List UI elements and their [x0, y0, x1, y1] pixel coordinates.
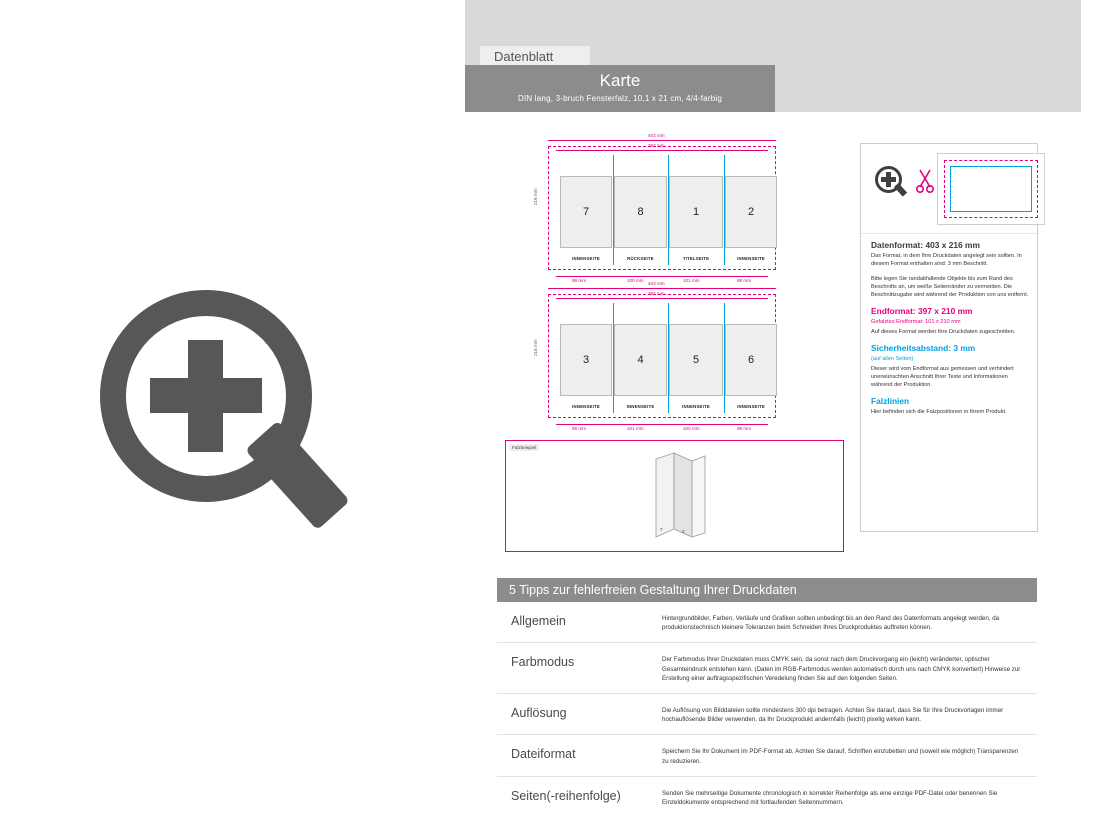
panel-3-number: 3: [582, 354, 590, 366]
top-outer-width-label: 403 mm: [648, 133, 665, 138]
tips-table: [497, 602, 1037, 817]
panel-6-number: 6: [747, 354, 755, 366]
title-bar: [465, 65, 775, 112]
info-block-endformat: [871, 306, 1029, 336]
info-text-falzlinien: Hier befinden sich die Falzpositionen in Ihrem Produkt.: [871, 409, 1007, 415]
info-heading-endformat: Endformat: 397 x 210 mm: [871, 306, 973, 316]
fold-example-mark-2: 2: [682, 529, 685, 534]
panel-6-label: INNENSEITE: [737, 404, 765, 409]
panel-6-width: 98 mm: [737, 426, 752, 431]
panel-2-number: 2: [747, 206, 755, 218]
scissors-icon: [915, 168, 935, 194]
bottom-outer-height-label: 216 mm: [533, 339, 538, 356]
tip-key-allgemein: Allgemein: [511, 614, 566, 628]
panel-5-width: 100 mm: [683, 426, 700, 431]
table-row: [497, 643, 1037, 694]
panel-1-width: 101 mm: [683, 278, 700, 283]
info-heading-sicherheitsabstand: Sicherheitsabstand: 3 mm: [871, 343, 976, 353]
panel-5-number: 5: [692, 354, 700, 366]
magnifier-plus-icon: [100, 290, 370, 560]
info-heading-datenformat: Datenformat: 403 x 216 mm: [871, 240, 980, 250]
bottom-outer-dim-line: [548, 288, 776, 289]
info-panel-header: [861, 144, 1037, 234]
panel-4-number: 4: [637, 354, 644, 366]
info-text-datenformat-2: Bitte legen Sie randabfallende Objekte bis zum Rand des Beschnitts an, um weiße Seitenränder zu vermeiden. Die Beschnittzugabe wird während der Produktion von uns entfernt.: [871, 276, 1029, 298]
datenblatt-tab: Datenblatt: [480, 46, 590, 68]
tip-key-aufloesung: Auflösung: [511, 706, 567, 721]
panel-2-width: 98 mm: [737, 278, 752, 283]
fold-example-mark-7: 7: [660, 527, 663, 532]
fold-line-2: [668, 155, 669, 265]
tip-key-farbmodus: Farbmodus: [511, 655, 575, 670]
panel-2-label: INNENSEITE: [737, 256, 765, 261]
info-block-falzlinien: [871, 396, 1029, 416]
info-subheading-endformat: Gefalztes Endformat: 101 x 210 mm: [871, 319, 961, 325]
tips-title: 5 Tipps zur fehlerfreien Gestaltung Ihrer Druckdaten: [497, 578, 1037, 602]
fold-line-6: [724, 303, 725, 413]
page-title: Karte: [599, 71, 641, 90]
info-block-sicherheitsabstand: [871, 343, 1029, 389]
info-subheading-sicherheitsabstand: (auf allen Seiten): [871, 356, 914, 362]
panel-1-label: TITELSEITE: [682, 256, 710, 261]
panel-7-number: 7: [582, 206, 590, 218]
bottom-inner-width-label: 397 mm: [648, 291, 665, 296]
info-text-datenformat-1: Das Format, in dem Ihre Druckdaten angelegt sein sollten. In diesem Format enthalten sind: 3 mm Beschnitt.: [871, 253, 1022, 267]
top-outer-height-label: 216 mm: [533, 188, 538, 205]
page-subtitle: DIN lang, 3-bruch Fensterfalz, 10,1 x 21 cm, 4/4-farbig: [518, 94, 722, 103]
tip-value-aufloesung: Die Auflösung von Bilddateien sollte mindestens 300 dpi betragen. Achten Sie darauf, dass Sie für Ihre Druckvorlagen immer hochauflösende Bilder verwenden, da Ihr Druckprodukt andernfalls (leicht) pixelig wirken kann.: [662, 707, 1004, 724]
magnifier-plus-icon-small: [875, 166, 909, 200]
fold-line-5: [668, 303, 669, 413]
panel-1-number: 1: [692, 206, 700, 218]
info-heading-falzlinien: Falzlinien: [871, 396, 910, 406]
tip-value-farbmodus: Der Farbmodus Ihrer Druckdaten muss CMYK sein, da sonst nach dem Druckvorgang ein (leicht) veränderter, optischer Gesamteindruck entstehen kann. (Daten im RGB-Farbmodus werden automatisch durch uns nach CMYK konvertiert) Hinweise zur Erstellung einer auftragsspezifischen Veredelung finden Sie auf den folgenden Seiten.: [662, 656, 1021, 682]
fold-line-3: [724, 155, 725, 265]
bottom-panel-dim-line: [556, 424, 768, 425]
fold-line-1: [613, 155, 614, 265]
tip-key-seitenreihenfolge: Seiten(-reihenfolge): [511, 788, 621, 803]
panel-7-width: 98 mm: [572, 278, 587, 283]
sheet-edge: [1081, 0, 1117, 838]
top-outer-dim-line: [548, 140, 776, 141]
fold-line-4: [613, 303, 614, 413]
format-preview-thumb: [937, 153, 1045, 225]
tip-value-seitenreihenfolge: Senden Sie mehrseitige Dokumente chronologisch in korrekter Reihenfolge als eine einzige PDF-Datei oder benennen Sie Einzeldokumente entsprechend mit fortlaufenden Seitennummern.: [662, 789, 998, 807]
bottom-outer-width-label: 403 mm: [648, 281, 665, 286]
fold-example-box: [505, 440, 844, 552]
table-row: [497, 694, 1037, 735]
top-inner-width-label: 397 mm: [648, 143, 665, 148]
panel-4-width: 101 mm: [627, 426, 644, 431]
table-row: [497, 735, 1037, 776]
info-panel-body: [871, 240, 1029, 423]
tip-key-dateiformat: Dateiformat: [511, 747, 576, 762]
info-block-datenformat: [871, 240, 1029, 299]
panel-3-label: INNENSEITE: [572, 404, 600, 409]
info-panel: [860, 143, 1038, 532]
panel-3-width: 98 mm: [572, 426, 587, 431]
plus-horizontal: [150, 378, 262, 413]
panel-5-label: INNENSEITE: [682, 404, 710, 409]
fold-example-label: Falzbeispiel: [509, 444, 539, 451]
panel-8-label: RÜCKSEITE: [627, 256, 654, 261]
info-text-endformat: Auf dieses Format werden Ihre Druckdaten zugeschnitten.: [871, 329, 1016, 335]
top-panel-dim-line: [556, 276, 768, 277]
tip-value-allgemein: Hintergrundbilder, Farben, Verläufe und Grafiken sollten unbedingt bis an den Rand des Datenformats angelegt werden, da produktionstechnisch kleinere Toleranzen beim Schneiden Ihres Druckproduktes auftreten können.: [662, 615, 1000, 632]
panel-4-label: INNENSEITE: [626, 404, 655, 409]
table-row: [497, 602, 1037, 643]
info-text-sicherheitsabstand: Dieser wird vom Endformat aus gemessen und verhindert unerwünschten Anschnitt Ihrer Texte und Informationen während der Produktion.: [871, 366, 1014, 388]
tip-value-dateiformat: Speichern Sie Ihr Dokument im PDF-Format ab. Achten Sie darauf, Schriften einzubetten und (soweit wie möglich) Transparenzen zu reduzieren.: [662, 748, 1019, 765]
panel-7-label: INNENSEITE: [572, 256, 600, 261]
panel-8-number: 8: [637, 206, 644, 218]
table-row: [497, 777, 1037, 817]
panel-8-width: 100 mm: [627, 278, 644, 283]
fold-example-illustration: [506, 441, 843, 551]
